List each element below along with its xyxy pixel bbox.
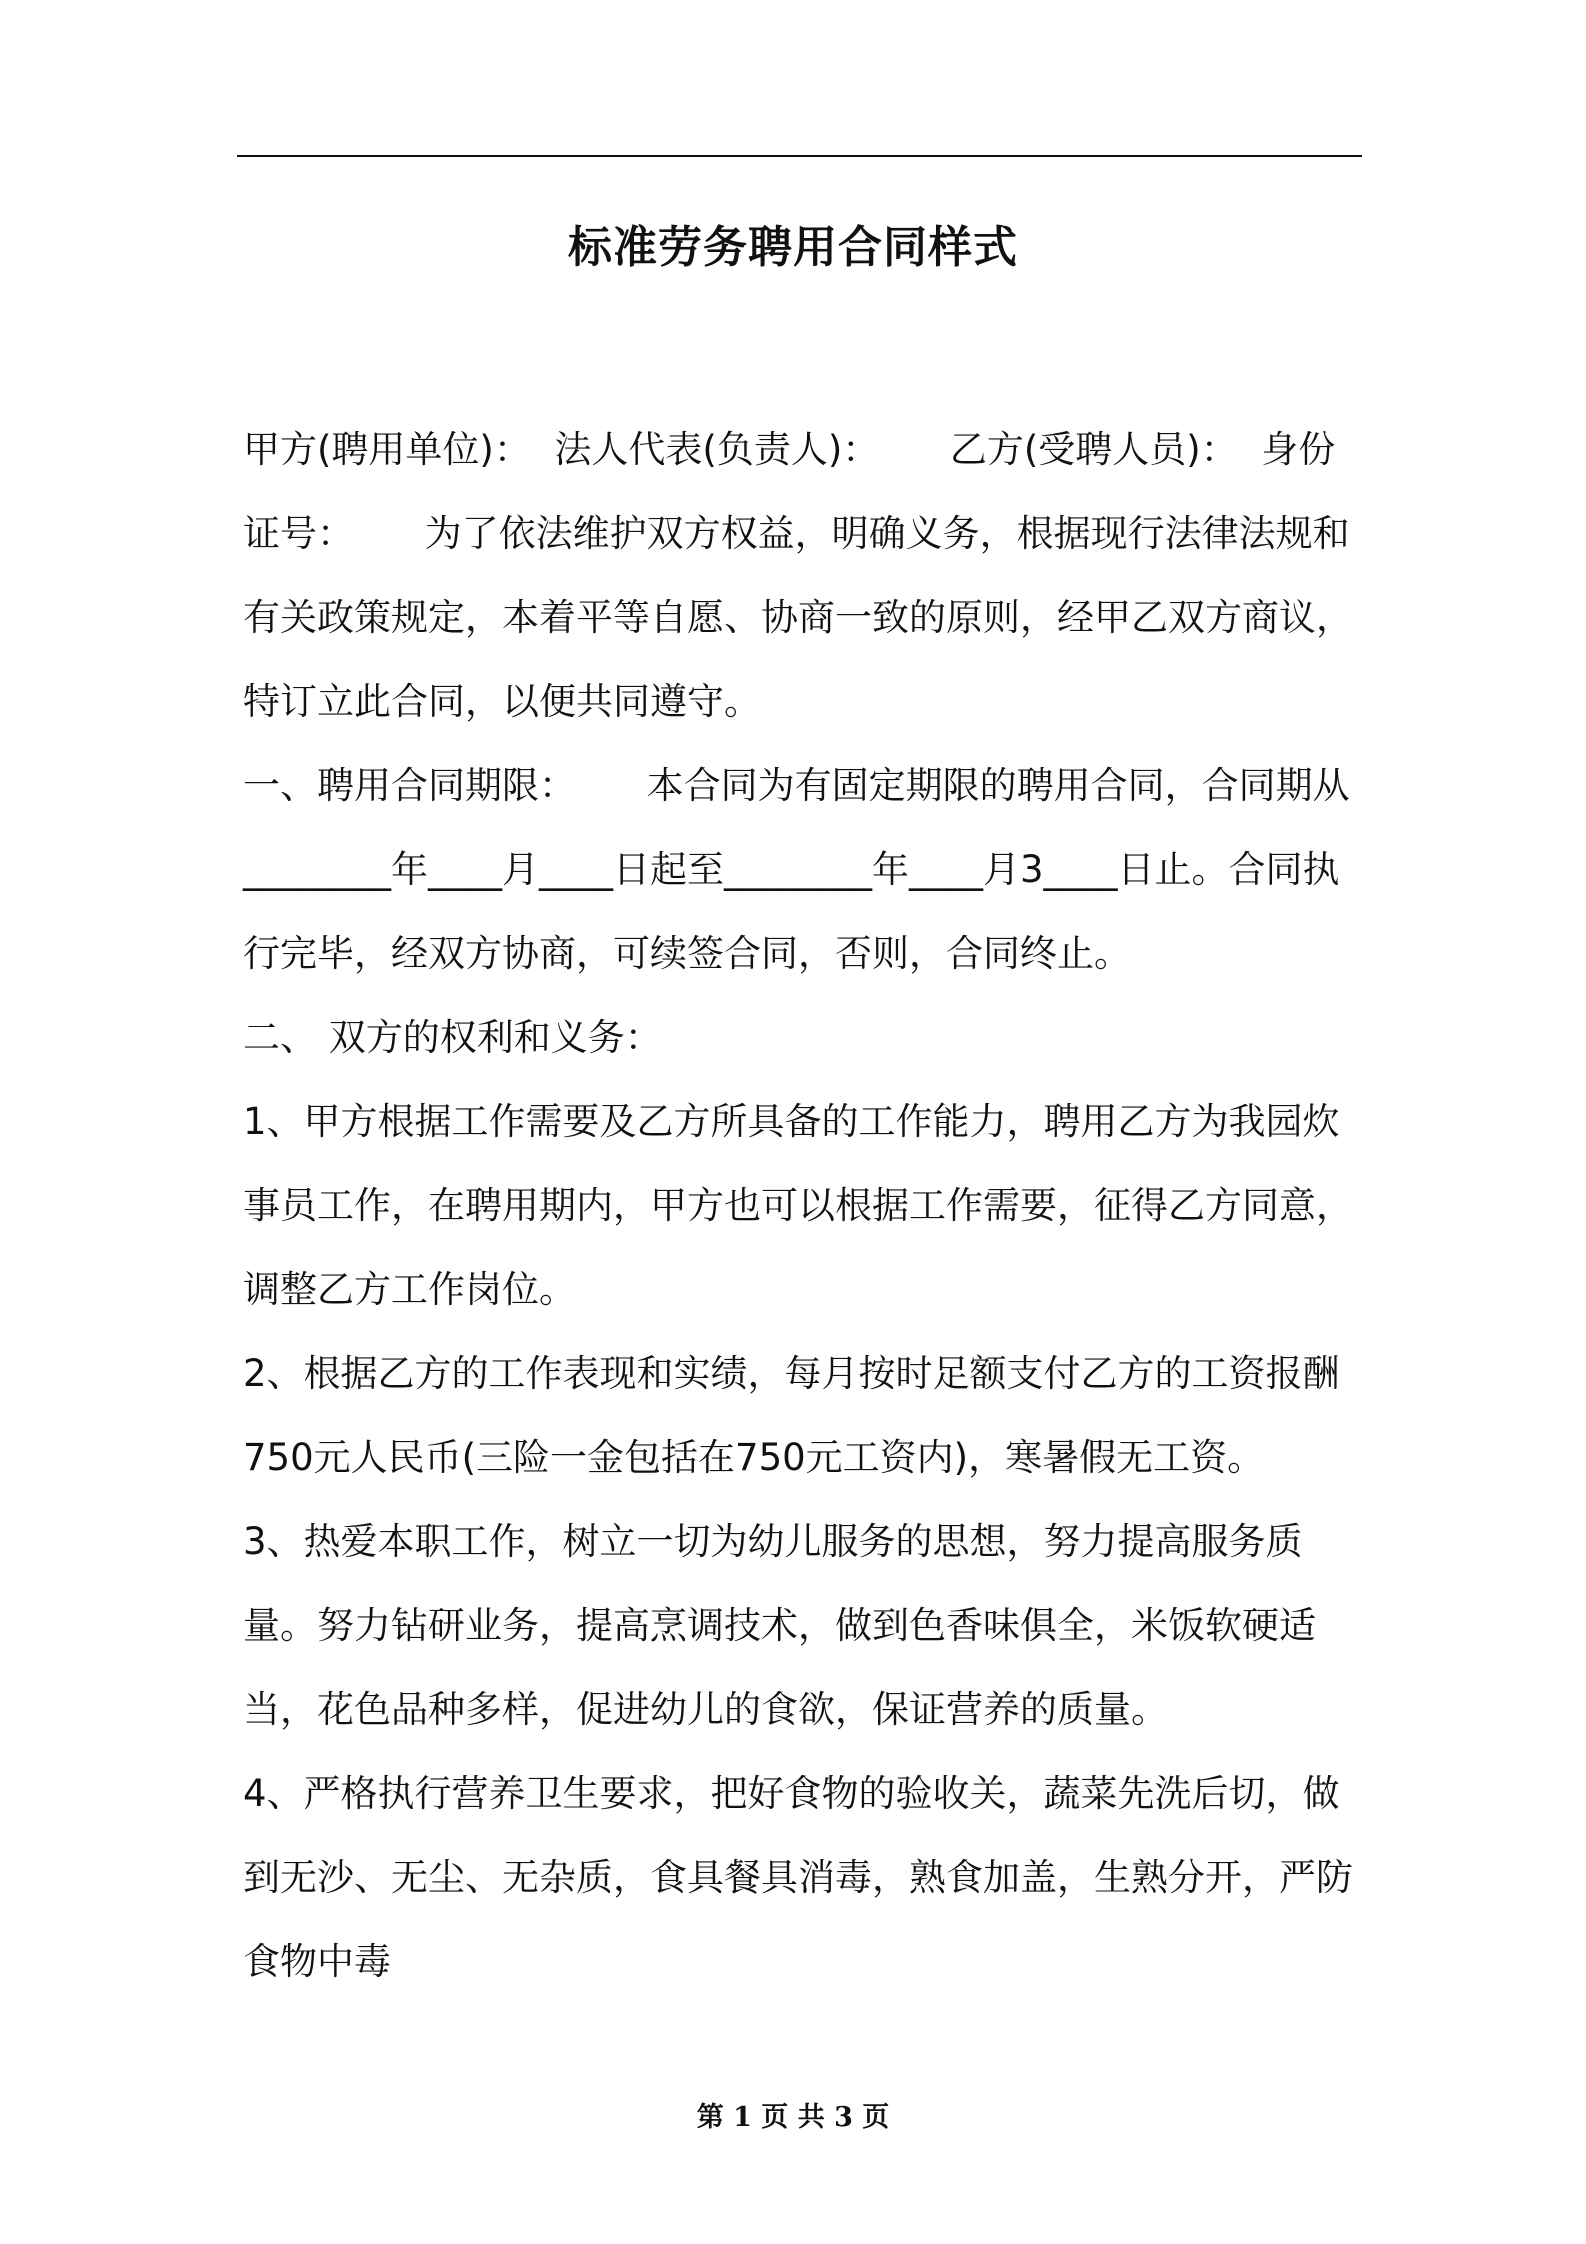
paragraph-clause-3: 3、热爱本职工作，树立一切为幼儿服务的思想，努力提高服务质量。努力钻研业务，提高烹调技术，做到色香味俱全，米饭软硬适当，花色品种多样，促进幼儿的食欲，保证营养的质量。 [243,1520,1316,1731]
paragraph-clause-2: 2、根据乙方的工作表现和实绩，每月按时足额支付乙方的工资报酬750元人民币(三险一金包括在750元工资内)，寒暑假无工资。 [243,1352,1340,1479]
paragraph-clause-4: 4、严格执行营养卫生要求，把好食物的验收关，蔬菜先洗后切，做到无沙、无尘、无杂质，食具餐具消毒，熟食加盖，生熟分开，严防食物中毒 [243,1772,1353,1983]
document-title: 标准劳务聘用合同样式 [568,222,1018,273]
paragraph-intro: 甲方(聘用单位)： 法人代表(负责人)： 乙方(受聘人员)： 身份证号： 为了依法维护双方权益，明确义务，根据现行法律法规和有关政策规定，本着平等自愿、协商一致的原则，经甲乙双方商议，特订立此合同，以便共同遵守。 [243,428,1353,723]
page-number: 第 1 页 共 3 页 [696,2102,890,2133]
paragraph-clause-1: 1、甲方根据工作需要及乙方所具备的工作能力，聘用乙方为我园炊事员工作，在聘用期内，甲方也可以根据工作需要，征得乙方同意，调整乙方工作岗位。 [243,1100,1353,1311]
document-body [243,408,1363,2004]
paragraph-term: 一、聘用合同期限： 本合同为有固定期限的聘用合同，合同期从________年____月____日起至________年____月3____日止。合同执行完毕，经双方协商，可续签合同，否则，合同终止。 [243,764,1350,975]
section-heading-rights: 二、 双方的权利和义务： [243,1016,662,1059]
header-rule [237,155,1362,157]
